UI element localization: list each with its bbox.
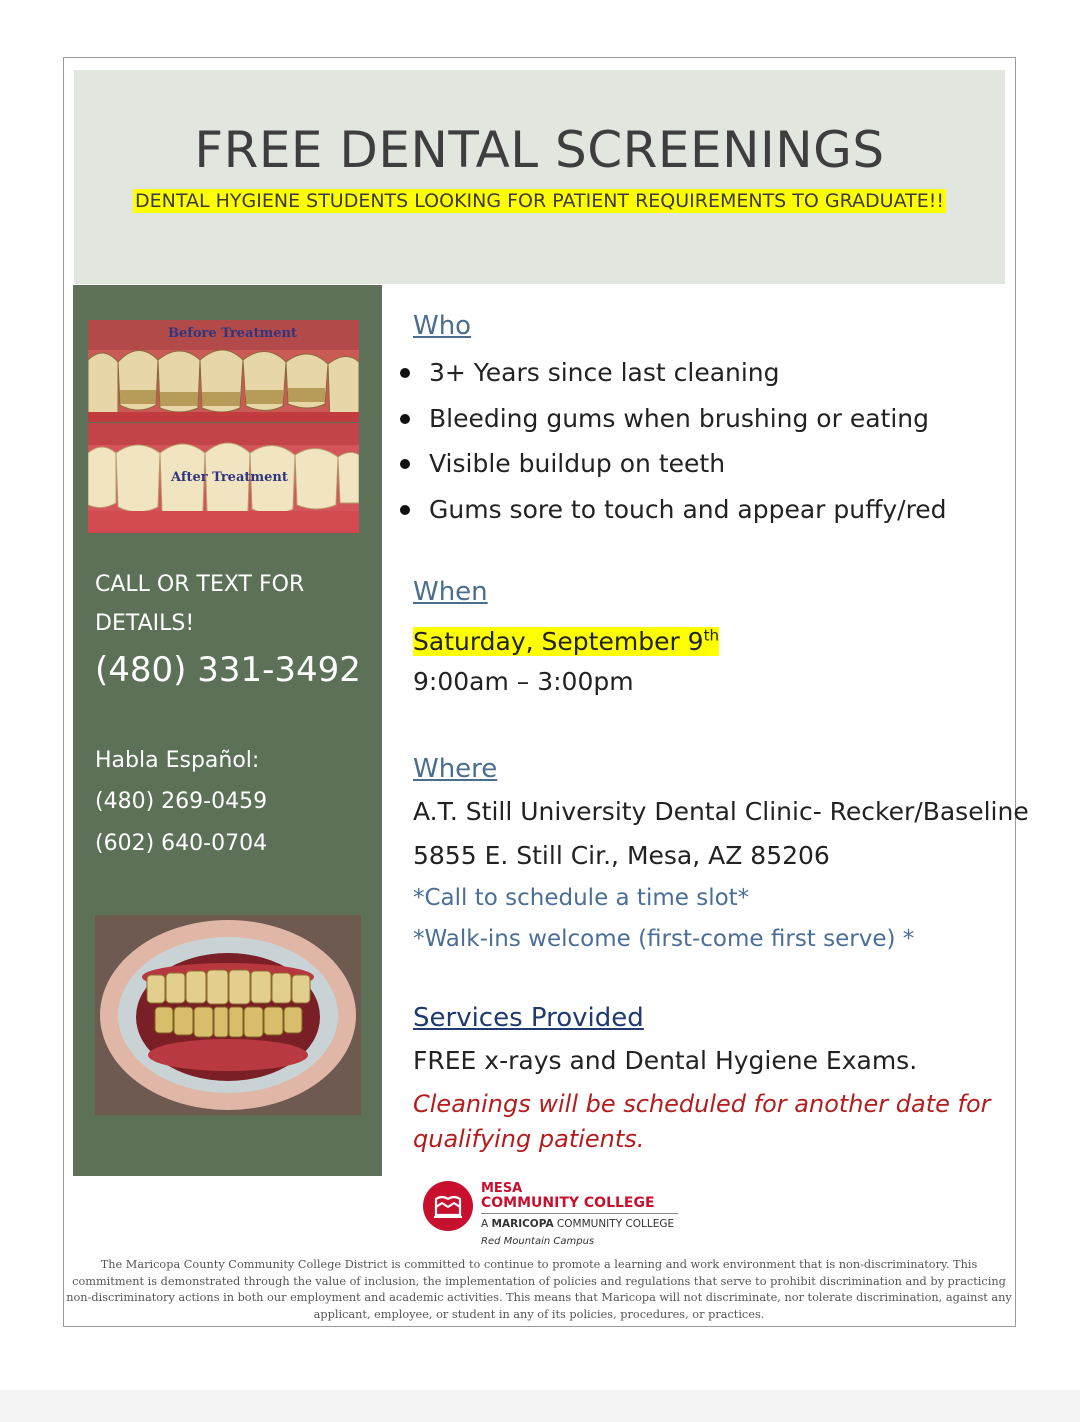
services-line: FREE x-rays and Dental Hygiene Exams. bbox=[413, 1046, 918, 1075]
call-or-text-line2: DETAILS! bbox=[95, 611, 195, 636]
event-date bbox=[413, 619, 719, 659]
list-item: Bleeding gums when brushing or eating bbox=[396, 396, 947, 442]
spanish-phone-2: (602) 640-0704 bbox=[95, 831, 268, 856]
logo-name-line1: MESA bbox=[481, 1181, 523, 1196]
logo-name-line2: COMMUNITY COLLEGE bbox=[481, 1195, 655, 1211]
clinic-name: A.T. Still University Dental Clinic- Recker/Baseline bbox=[413, 797, 1029, 826]
when-heading: When bbox=[413, 577, 488, 607]
list-item: 3+ Years since last cleaning bbox=[396, 350, 947, 396]
who-list bbox=[396, 350, 947, 532]
logo-affiliation-rest: COMMUNITY COLLEGE bbox=[553, 1218, 675, 1230]
before-treatment-label: Before Treatment bbox=[168, 326, 297, 341]
event-date-highlight bbox=[413, 627, 719, 656]
after-treatment-label: After Treatment bbox=[171, 470, 288, 485]
who-heading: Who bbox=[413, 311, 472, 341]
clinic-address: 5855 E. Still Cir., Mesa, AZ 85206 bbox=[413, 841, 830, 870]
schedule-note: *Call to schedule a time slot* bbox=[413, 885, 750, 911]
flyer-subtitle: DENTAL HYGIENE STUDENTS LOOKING FOR PATIENT REQUIREMENTS TO GRADUATE!! bbox=[135, 190, 944, 212]
non-discrimination-disclaimer: The Maricopa County Community College District is committed to continue to promote a learning and work environment that is non-discriminatory. This commitment is demonstrated through the value of inclusion, the implementation of policies and regulations that serve to prohibit discrimination and by practicing non-discriminatory actions in both our employment and academic activities. This means that Maricopa will not discriminate, nor tolerate discrimination, against any applicant, employee, or student in any of its policies, procedures, or practices. bbox=[66, 1258, 1012, 1321]
subtitle-wrap bbox=[74, 187, 1005, 215]
before-treatment-image bbox=[88, 320, 359, 422]
cleanings-note-line2: qualifying patients. bbox=[413, 1125, 645, 1153]
list-item: Visible buildup on teeth bbox=[396, 441, 947, 487]
flyer-title: FREE DENTAL SCREENINGS bbox=[194, 121, 885, 179]
event-time: 9:00am – 3:00pm bbox=[413, 667, 634, 696]
spanish-label: Habla Español: bbox=[95, 748, 260, 773]
spanish-phone-1: (480) 269-0459 bbox=[95, 789, 268, 814]
logo-affiliation-prefix: A bbox=[481, 1218, 492, 1230]
after-treatment-image bbox=[88, 423, 359, 533]
walk-in-note: *Walk-ins welcome (first-come first serve) * bbox=[413, 926, 915, 952]
where-heading: Where bbox=[413, 754, 498, 784]
logo-affiliation-bold: MARICOPA bbox=[491, 1218, 554, 1230]
call-or-text-line1: CALL OR TEXT FOR bbox=[95, 572, 305, 597]
gum-disease-image bbox=[95, 915, 361, 1115]
list-item: Gums sore to touch and appear puffy/red bbox=[396, 487, 947, 533]
cleanings-note-line1: Cleanings will be scheduled for another date for bbox=[413, 1090, 991, 1118]
logo-divider bbox=[481, 1213, 678, 1214]
main-phone-number: (480) 331-3492 bbox=[95, 650, 361, 690]
bottom-strip bbox=[0, 1390, 1080, 1422]
event-date-text: Saturday, September 9 bbox=[413, 627, 704, 657]
logo-campus: Red Mountain Campus bbox=[481, 1236, 595, 1247]
mcc-logo-icon bbox=[423, 1181, 473, 1231]
services-heading: Services Provided bbox=[413, 1003, 644, 1033]
event-date-suffix: th bbox=[703, 627, 719, 645]
logo-affiliation bbox=[481, 1217, 674, 1231]
